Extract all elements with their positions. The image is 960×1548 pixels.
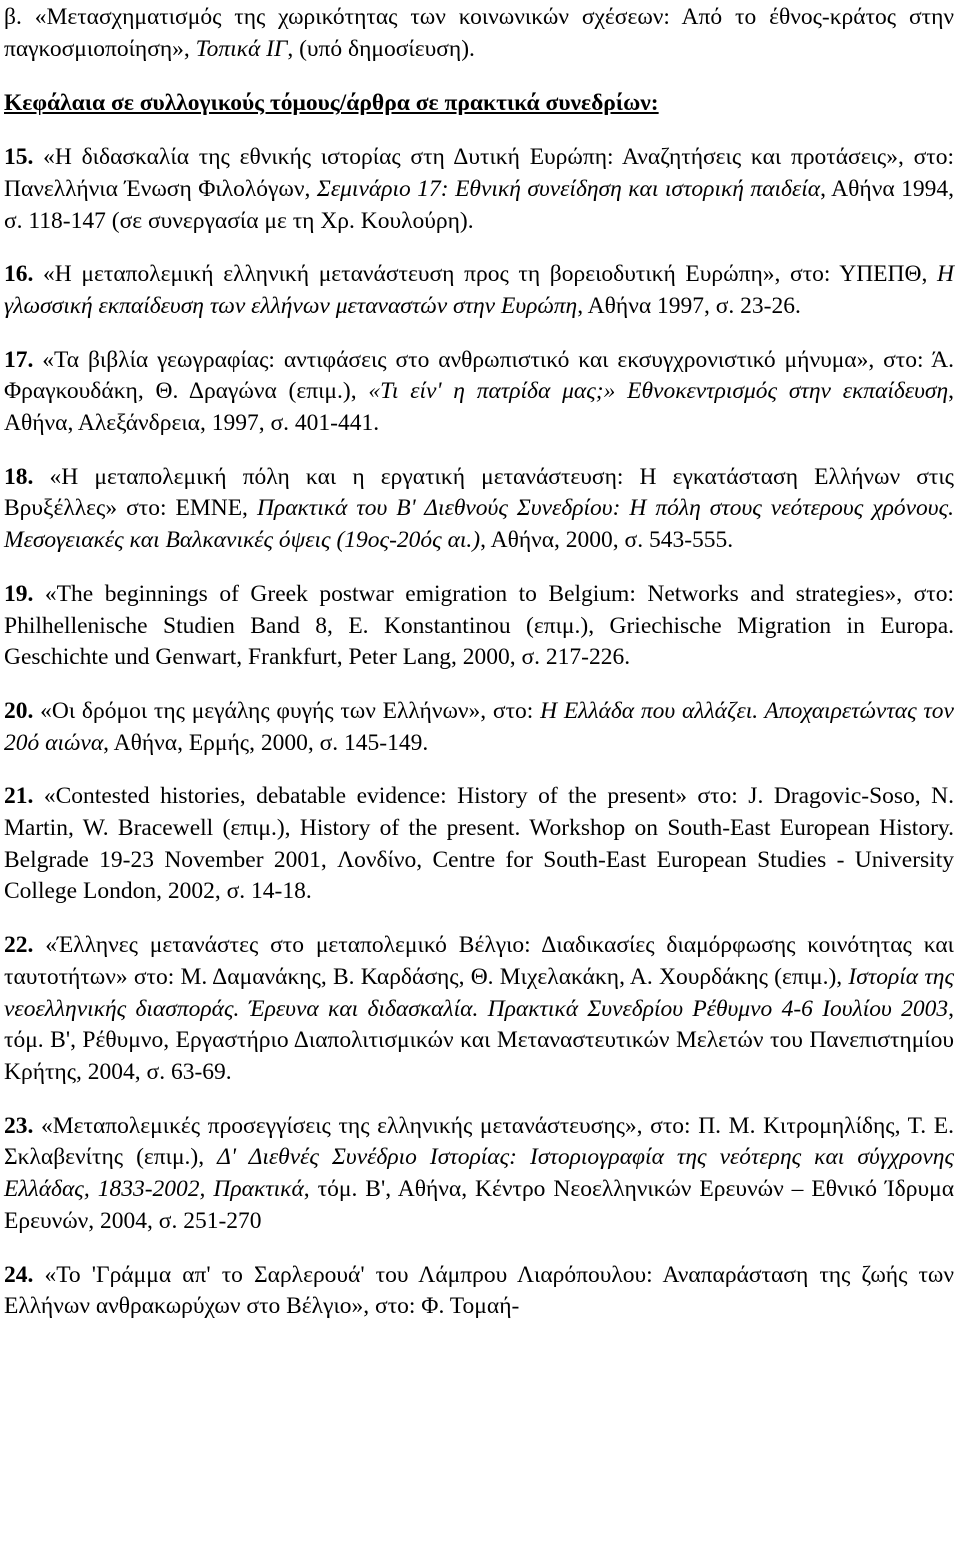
- entry-number: 15.: [4, 144, 34, 171]
- entry-number: 17.: [4, 346, 34, 373]
- intro-text-a: β. «Μετασχηματισμός της χωρικότητας των κοινωνικών σχέσεων: Από το έθνος-κράτος στην παγκοσμιοποίηση»,: [4, 4, 954, 62]
- section-heading: Κεφάλαια σε συλλογικούς τόμους/άρθρα σε πρακτικά συνεδρίων:: [4, 90, 659, 117]
- entry-text: «Contested histories, debatable evidence: History of the present» στο: J. Dragovic-Soso, N. Martin, W. Bracewell (επιμ.), History of the present. Workshop on South-East European History. Belgrade 19-23 November 2001, Λονδίνο, Centre for South-East European Studies - University College London, 2002, σ. 14-18.: [4, 783, 954, 905]
- entry-number: 21.: [4, 783, 34, 810]
- entry-text: «Οι δρόμοι της μεγάλης φυγής των Ελλήνων», στο:: [33, 697, 541, 724]
- intro-paragraph: [4, 2, 954, 65]
- entry-text: «Μεταπολεμικές προσεγγίσεις της ελληνικής μετανάστευσης», στο: Π. Μ. Κιτρομηλίδης, Τ. Ε. Σκλαβενίτης (επιμ.),: [4, 1112, 954, 1171]
- entry-number: 16.: [4, 261, 34, 288]
- entry-text: «Η διδασκαλία της εθνικής ιστορίας στη Δυτική Ευρώπη: Αναζητήσεις και προτάσεις», στο: Πανελλήνια Ένωση Φιλολόγων,: [4, 144, 954, 202]
- entry-text: «Έλληνες μετανάστες στο μεταπολεμικό Βέλγιο: Διαδικασίες διαμόρφωσης κοινότητας και ταυτοτήτων» στο: Μ. Δαμανάκης, Β. Καρδάσης, Θ. Μιχελακάκη, Α. Χουρδάκης (επιμ.),: [4, 932, 954, 990]
- bibliography-entry: [4, 696, 954, 759]
- entry-text-end: , Αθήνα 1997, σ. 23-26.: [577, 292, 801, 319]
- entry-title-italic: Δ' Διεθνές Συνέδριο Ιστορίας: Ιστοριογραφία της νεότερης και σύγχρονης Ελλάδας, 1833-2002, Πρακτικά: [4, 1144, 954, 1203]
- entry-number: 22.: [4, 932, 34, 959]
- document-page: [0, 2, 960, 1548]
- entry-title-italic: Ιστορία της νεοελληνικής διασποράς. Έρευνα και διδασκαλία. Πρακτικά Συνεδρίου Ρέθυμνο 4-6 Ιουλίου 2003: [4, 963, 954, 1022]
- bibliography-entry: [4, 1111, 954, 1238]
- entry-title-italic: «Τι είν' η πατρίδα μας;» Εθνοκεντρισμός στην εκπαίδευση: [368, 378, 949, 405]
- entry-title-italic: Η γλωσσική εκπαίδευση των ελλήνων μεταναστών στην Ευρώπη: [4, 261, 954, 319]
- bibliography-entry: [4, 142, 954, 237]
- bibliography-entry: [4, 1260, 954, 1323]
- entry-text-end: , τόμ. Β', Ρέθυμνο, Εργαστήριο Διαπολιτισμικών και Μεταναστευτικών Μελετών του Πανεπιστημίου Κρήτης, 2004, σ. 63-69.: [4, 995, 954, 1085]
- entry-title-italic: Πρακτικά του Β' Διεθνούς Συνεδρίου: Η πόλη στους νεότερους χρόνους. Μεσογειακές και Βαλκανικές όψεις (19ος-20ός αι.): [4, 495, 954, 554]
- entry-text-end: , Αθήνα 1994, σ. 118-147 (σε συνεργασία με τη Χρ. Κουλούρη).: [4, 175, 954, 234]
- entry-text: «Η μεταπολεμική ελληνική μετανάστευση προς τη βορειοδυτική Ευρώπη», στο: ΥΠΕΠΘ,: [33, 261, 938, 288]
- bibliography-entry: [4, 930, 954, 1089]
- entry-number: 23.: [4, 1112, 34, 1139]
- bibliography-entry: [4, 781, 954, 908]
- entry-title-italic: Σεμινάριο 17: Εθνική συνείδηση και ιστορική παιδεία: [316, 175, 821, 202]
- bibliography-entry: [4, 259, 954, 322]
- entry-text-end: , τόμ. Β', Αθήνα, Κέντρο Νεοελληνικών Ερευνών – Εθνικό Ίδρυμα Ερευνών, 2004, σ. 251-270: [4, 1176, 955, 1234]
- intro-text-italic: Τοπικά ΙΓ: [195, 35, 288, 62]
- bibliography-entry: [4, 462, 954, 557]
- entry-text-end: , Αθήνα, Ερμής, 2000, σ. 145-149.: [103, 729, 429, 756]
- entry-text-end: , Αθήνα, Αλεξάνδρεια, 1997, σ. 401-441.: [4, 378, 954, 437]
- entry-text: «Η μεταπολεμική πόλη και η εργατική μετανάστευση: Η εγκατάσταση Ελλήνων στις Βρυξέλλες» στο: ΕΜΝΕ,: [4, 463, 954, 522]
- entry-text: «Τα βιβλία γεωγραφίας: αντιφάσεις στο ανθρωπιστικό και εκσυγχρονιστικό μήνυμα», στο: Ά. Φραγκουδάκη, Θ. Δραγώνα (επιμ.),: [4, 346, 954, 405]
- entry-number: 24.: [4, 1261, 34, 1288]
- entry-number: 18.: [4, 463, 34, 490]
- intro-text-c: , (υπό δημοσίευση).: [287, 35, 475, 62]
- entry-number: 20.: [4, 697, 34, 724]
- entry-title-italic: Η Ελλάδα που αλλάζει. Αποχαιρετώντας τον 20ό αιώνα: [4, 697, 954, 756]
- entry-text: «Το 'Γράμμα απ' το Σαρλερουά' του Λάμπρου Λιαρόπουλου: Αναπαράσταση της ζωής των Ελλήνων ανθρακωρύχων στο Βέλγιο», στο: Φ. Τομαή-: [4, 1261, 954, 1320]
- entry-number: 19.: [4, 580, 34, 607]
- bibliography-entry: [4, 579, 954, 674]
- entry-text-end: , Αθήνα, 2000, σ. 543-555.: [480, 527, 734, 554]
- entry-text: «The beginnings of Greek postwar emigration to Belgium: Networks and strategies», στο: Philhellenische Studien Band 8, E. Konstantinou (επιμ.), Griechische Migration in Europa. Geschichte und Genwart, Frankfurt, Peter Lang, 2000, σ. 217-226.: [4, 580, 954, 671]
- bibliography-entry: [4, 345, 954, 440]
